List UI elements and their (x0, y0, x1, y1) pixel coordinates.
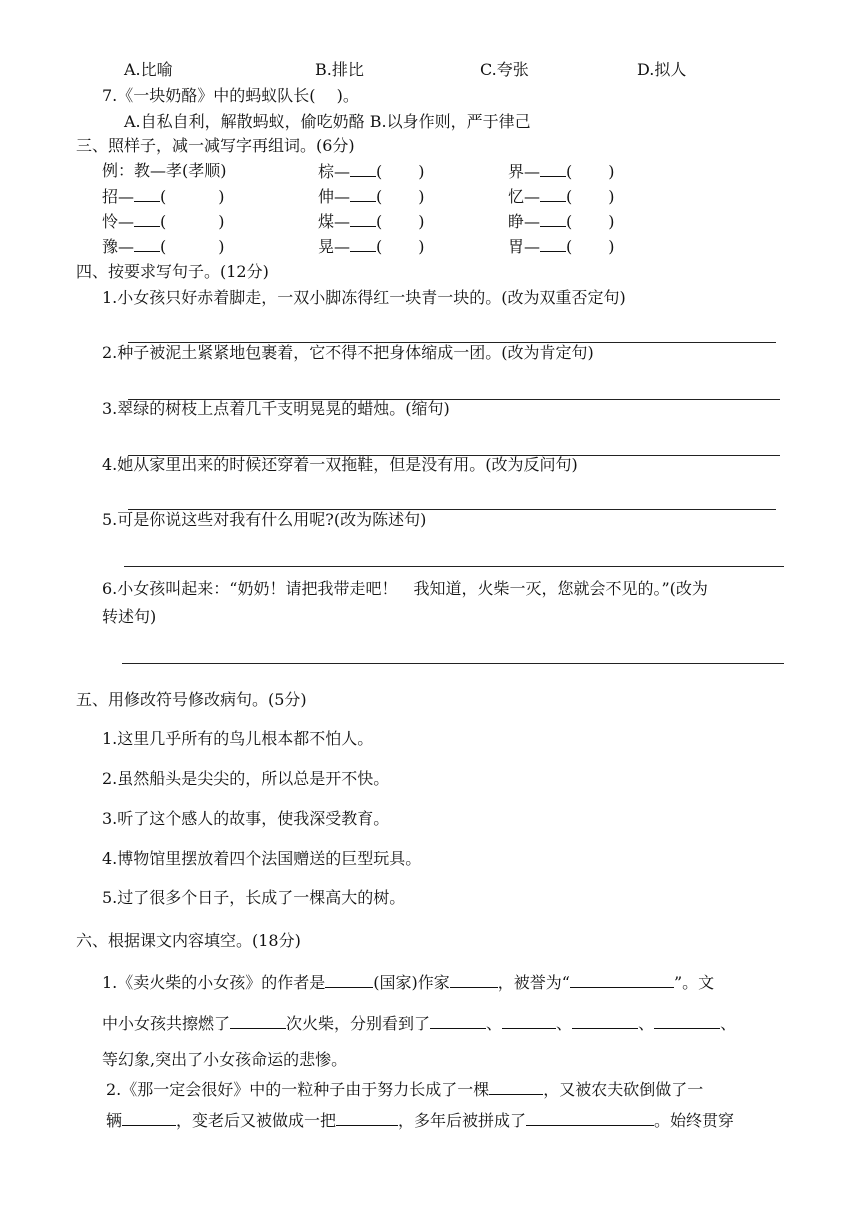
answer-blank[interactable] (540, 236, 566, 252)
fill-blank[interactable] (336, 1110, 398, 1126)
fill-blank[interactable] (502, 1013, 556, 1029)
word-item: 煤— ( ) (318, 212, 425, 231)
fill-blank[interactable] (570, 972, 674, 988)
option-b: B.排比 (315, 60, 364, 79)
option-a: A.比喻 (124, 60, 173, 79)
fill-paragraph-1-line2: 中小女孩共擦燃了 次火柴，分别看到了 、 、 、 、 (102, 1014, 737, 1033)
answer-blank[interactable] (350, 161, 376, 177)
answer-blank[interactable] (350, 186, 376, 202)
sick-sentence: 3.听了这个感人的故事，使我深受教育。 (102, 809, 390, 828)
answer-line[interactable] (124, 566, 784, 567)
answer-blank[interactable] (350, 211, 376, 227)
answer-line[interactable] (122, 663, 784, 664)
fill-blank[interactable] (122, 1110, 176, 1126)
fill-blank[interactable] (489, 1079, 543, 1095)
word-item: 豫— ( ) (102, 237, 225, 256)
sentence-item: 3.翠绿的树枝上点着几千支明晃晃的蜡烛。(缩句) (102, 399, 450, 418)
example-item: 例：教—孝(孝顺) (102, 161, 227, 180)
fill-blank[interactable] (450, 972, 498, 988)
option-c: C.夸张 (480, 60, 529, 79)
fill-blank[interactable] (325, 972, 373, 988)
sick-sentence: 1.这里几乎所有的鸟儿根本都不怕人。 (102, 729, 374, 748)
answer-blank[interactable] (134, 236, 160, 252)
answer-blank[interactable] (540, 211, 566, 227)
section-5-title: 五、用修改符号修改病句。(5分) (76, 690, 307, 709)
sentence-item: 1.小女孩只好赤着脚走，一双小脚冻得红一块青一块的。(改为双重否定句) (102, 288, 626, 307)
sentence-item: 2.种子被泥土紧紧地包裹着，它不得不把身体缩成一团。(改为肯定句) (102, 343, 594, 362)
fill-paragraph-2-line1: 2.《那一定会很好》中的一粒种子由于努力长成了一棵 ，又被农夫砍倒做了一 (106, 1080, 704, 1099)
question-7-options: A.自私自利，解散蚂蚁，偷吃奶酪 B.以身作则，严于律己 (124, 112, 531, 131)
word-item: 晃— ( ) (318, 237, 425, 256)
answer-blank[interactable] (540, 186, 566, 202)
fill-paragraph-1-line3: 等幻象,突出了小女孩命运的悲惨。 (102, 1050, 348, 1069)
fill-paragraph-2-line2: 辆 ，变老后又被做成一把 ，多年后被拼成了 。始终贯穿 (106, 1111, 735, 1130)
sick-sentence: 2.虽然船头是尖尖的，所以总是开不快。 (102, 769, 390, 788)
sentence-item-6: 6.小女孩叫起来：“奶奶！请把我带走吧！ 我知道，火柴一灭，您就会不见的。”(改为 (102, 579, 708, 598)
answer-blank[interactable] (350, 236, 376, 252)
answer-blank[interactable] (540, 161, 566, 177)
fill-blank[interactable] (430, 1013, 486, 1029)
sick-sentence: 5.过了很多个日子，长成了一棵高大的树。 (102, 888, 406, 907)
section-6-title: 六、根据课文内容填空。(18分) (76, 931, 301, 950)
fill-blank[interactable] (230, 1013, 286, 1029)
section-3-title: 三、照样子，减一减写字再组词。(6分) (76, 136, 355, 155)
answer-blank[interactable] (134, 186, 160, 202)
sentence-item: 4.她从家里出来的时候还穿着一双拖鞋，但是没有用。(改为反问句) (102, 455, 578, 474)
option-d: D.拟人 (637, 60, 687, 79)
sentence-item-6-cont: 转述句) (102, 607, 157, 626)
word-item: 忆— ( ) (508, 187, 615, 206)
word-item: 界— ( ) (508, 162, 615, 181)
sentence-item: 5.可是你说这些对我有什么用呢?(改为陈述句) (102, 510, 427, 529)
section-4-title: 四、按要求写句子。(12分) (76, 262, 269, 281)
fill-blank[interactable] (572, 1013, 638, 1029)
word-item: 怜— ( ) (102, 212, 225, 231)
word-item: 胃— ( ) (508, 237, 615, 256)
question-7: 7.《一块奶酪》中的蚂蚁队长( )。 (102, 86, 359, 105)
fill-blank[interactable] (654, 1013, 720, 1029)
word-item: 伸— ( ) (318, 187, 425, 206)
answer-blank[interactable] (134, 211, 160, 227)
sick-sentence: 4.博物馆里摆放着四个法国赠送的巨型玩具。 (102, 849, 422, 868)
word-item: 招— ( ) (102, 187, 225, 206)
word-item: 棕— ( ) (318, 162, 425, 181)
word-item: 睁— ( ) (508, 212, 615, 231)
fill-paragraph-1-line1: 1.《卖火柴的小女孩》的作者是 (国家)作家 ，被誉为“ ”。文 (102, 973, 715, 992)
fill-blank[interactable] (526, 1110, 654, 1126)
